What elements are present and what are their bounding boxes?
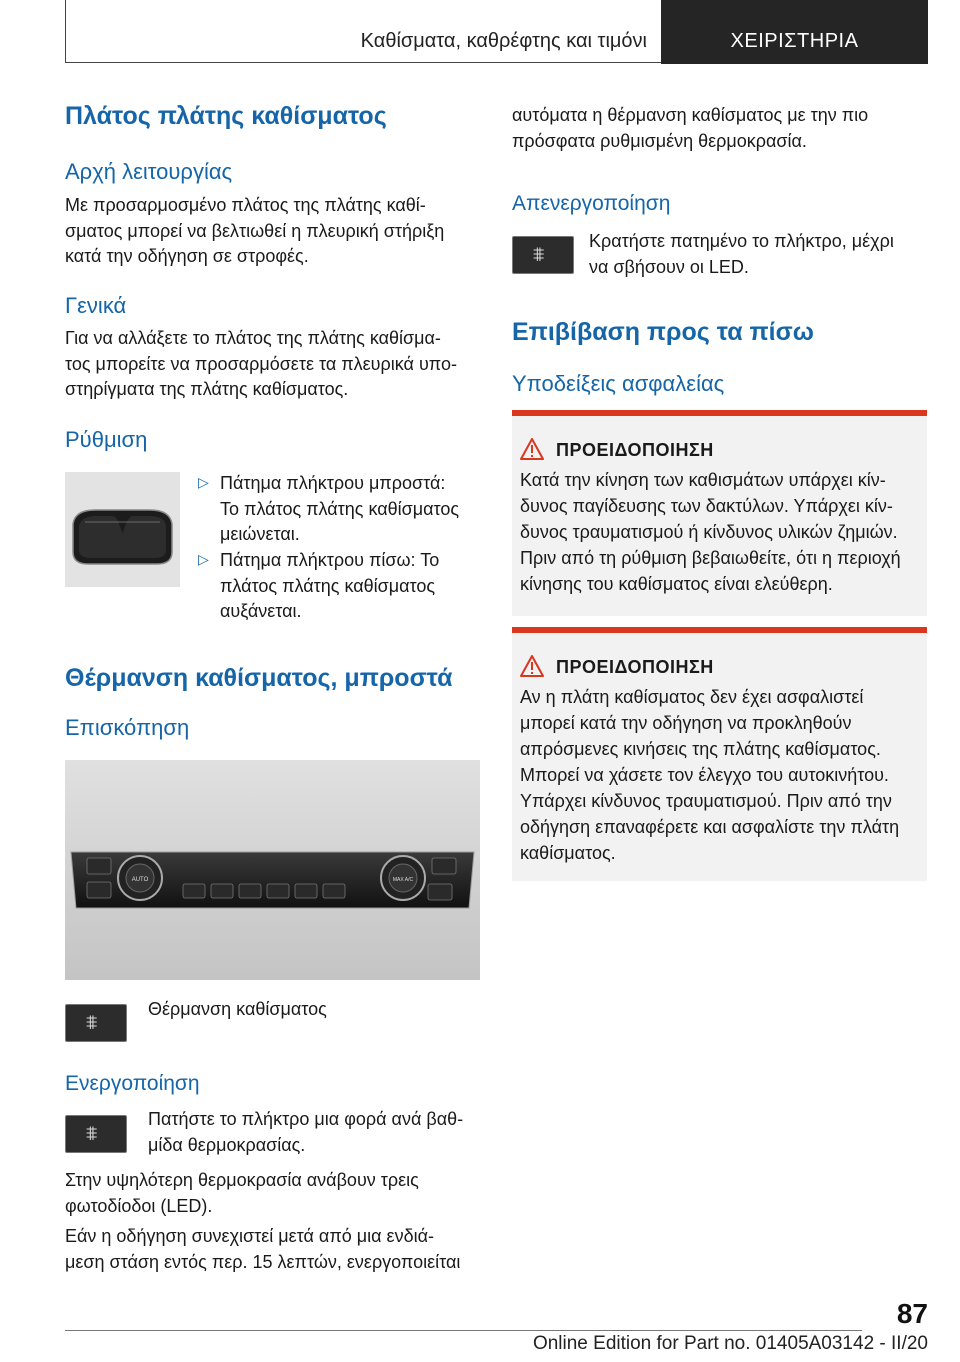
paragraph-activate [148,1107,480,1158]
bullet-press-back [198,548,480,625]
warning-triangle-icon [520,438,544,460]
warning-title: ΠΡΟΕΙΔΟΠΟΙΗΣΗ [556,657,714,677]
chapter-title: Καθίσματα, καθρέφτης και τιμόνι [360,30,647,52]
text-line: καθίσματος. [520,843,616,863]
text-line: πρόσφατα ρυθμισμένη θερμοκρασία. [512,130,807,151]
page-header [65,0,928,64]
paragraph-continue [65,1224,480,1275]
backrest-switch-illustration [65,472,180,587]
text-line: Μπορεί να χάσετε τον έλεγχο του αυτοκινήτου. [520,765,889,785]
paragraph-general [65,326,480,403]
text-line: Πάτημα πλήκτρου πίσω: Το [220,550,440,570]
heading-seat-heating: Θέρμανση καθίσματος, μπροστά [65,664,453,692]
text-line: Αν η πλάτη καθίσματος δεν έχει ασφαλιστεί [520,687,864,707]
heading-overview: Επισκόπηση [65,715,190,740]
text-line: οδήγηση επαναφέρετε και ασφαλίστε την πλάτη [520,817,900,837]
backrest-switch-image [65,472,180,587]
text-line: να σβήσουν οι LED. [589,256,749,277]
text-line: Με προσαρμοσμένο πλάτος της πλάτης καθί- [65,195,426,215]
chapter-box [65,0,661,63]
section-backrest-width [65,100,480,133]
text-line: πλάτος πλάτης καθίσματος [220,575,436,596]
heading-rear-entry: Επιβίβαση προς τα πίσω [512,318,814,346]
heading-backrest-width: Πλάτος πλάτης καθίσματος [65,102,387,130]
text-line: κατά την οδήγηση σε στροφές. [65,246,309,267]
seat-heating-icon: ⩨ [65,1115,127,1153]
text-line: Κρατήστε πατημένο το πλήκτρο, μέχρι [589,231,894,251]
climate-panel-illustration [65,760,480,980]
text-line: αυξάνεται. [220,601,302,622]
heading-general: Γενικά [65,293,127,318]
text-line: Κατά την κίνηση των καθισμάτων υπάρχει κίν- [520,470,886,490]
seat-heating-icon: ⩨ [512,236,574,274]
text-line: μειώνεται. [220,524,300,545]
section-title: ΧΕΙΡΙΣΤΗΡΙΑ [730,30,859,52]
auto-label: AUTO [131,877,149,883]
warning-box-backrest-lock [512,627,927,881]
text-line: Εάν η οδήγηση συνεχιστεί μετά από μια ενδιά- [65,1226,434,1246]
text-line: Θέρμανση καθίσματος [148,999,327,1019]
text-line: φωτοδίοδοι (LED). [65,1195,213,1216]
text-line: Πριν από τη ρύθμιση βεβαιωθείτε, ότι η περιοχή [520,548,901,568]
heading-activate: Ενεργοποίηση [65,1072,200,1095]
heading-safety: Υποδείξεις ασφαλείας [512,371,725,396]
text-line: Στην υψηλότερη θερμοκρασία ανάβουν τρεις [65,1170,419,1190]
paragraph-continue-2 [512,103,927,154]
text-line: Πάτημα πλήκτρου μπροστά: [220,473,446,493]
heading-adjust: Ρύθμιση [65,427,148,452]
paragraph-principle [65,193,480,270]
text-line: απρόσμενες κινήσεις της πλάτης καθίσματος. [520,739,881,759]
bullet-marker: ▷ [198,551,209,567]
text-line: Υπάρχει κίνδυνος τραυματισμού. Πριν από την [520,791,892,811]
warning-triangle-icon [520,655,544,677]
footer-divider [65,1330,862,1331]
text-line: Πατήστε το πλήκτρο μια φορά ανά βαθ- [148,1109,464,1129]
text-line: μίδα θερμοκρασίας. [148,1134,306,1155]
text-line: μεση στάση εντός περ. 15 λεπτών, ενεργοποιείται [65,1251,461,1272]
max-ac-label: MAX A/C [392,877,414,883]
text-line: Το πλάτος πλάτης καθίσματος [220,498,460,519]
text-line: τος μπορείτε να προσαρμόσετε τα πλευρικά υπο- [65,353,457,374]
warning-title: ΠΡΟΕΙΔΟΠΟΙΗΣΗ [556,440,714,460]
warning-box-pinching [512,410,927,616]
heading-principle: Αρχή λειτουργίας [65,159,233,184]
paragraph-leds [65,1168,480,1219]
text-line: Για να αλλάξετε το πλάτος της πλάτης καθίσμα- [65,328,441,348]
text-line: αυτόματα η θέρμανση καθίσματος με την πιο [512,105,869,125]
text-line: δυνος παγίδευσης των δακτύλων. Υπάρχει κίν- [520,496,893,516]
text-line: μπορεί κατά την οδήγηση να προκληθούν [520,713,852,733]
bullet-press-forward [198,471,480,548]
bullet-marker: ▷ [198,474,209,490]
caption-seat-heating [148,997,480,1023]
paragraph-deactivate [589,229,927,280]
text-line: σματος μπορεί να βελτιωθεί η πλευρική στήριξη [65,220,445,241]
climate-panel-image [65,760,480,980]
seat-heating-icon: ⩨ [65,1004,127,1042]
edition-note: Online Edition for Part no. 01405A03142 - II/20 [532,1333,928,1354]
text-line: κίνησης του καθίσματος είναι ελεύθερη. [520,574,833,594]
text-line: δυνος τραυματισμού ή κίνδυνος υλικών ζημιών. [520,522,898,542]
heading-deactivate: Απενεργοποίηση [512,192,671,215]
text-line: στηρίγματα της πλάτης καθίσματος. [65,379,349,400]
page-number: 87 [896,1298,928,1329]
section-tab [661,0,928,64]
